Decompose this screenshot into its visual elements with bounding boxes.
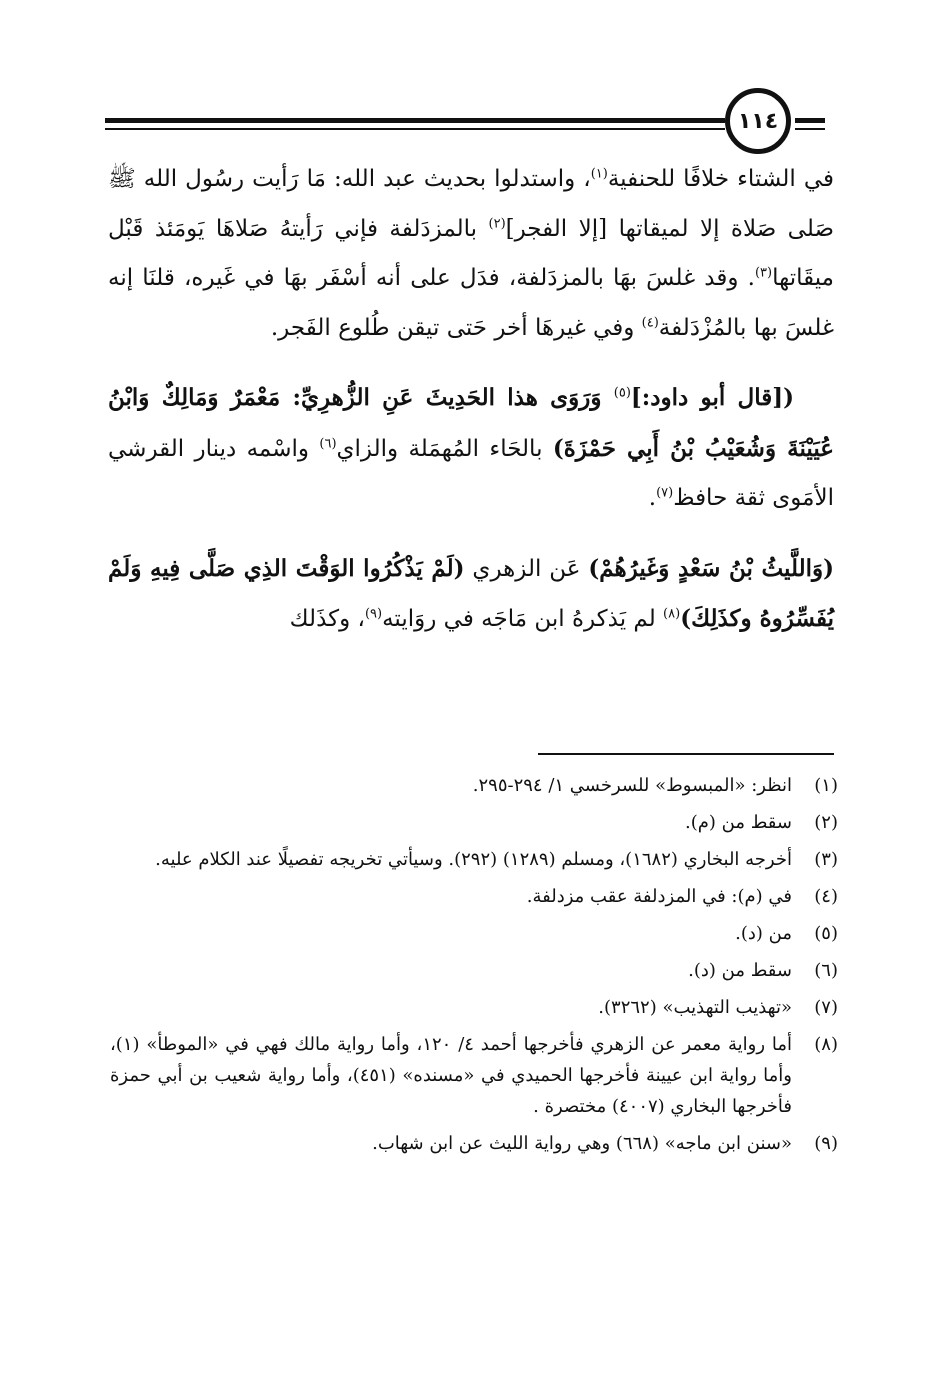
text-run: ([قال أبو داود:] (630, 384, 794, 411)
footnotes (110, 770, 838, 1165)
footnote-ref[interactable]: (٣) (754, 265, 773, 281)
hadith-text: وَرَوَى هذا الحَدِيثَ عَنِ الزُّهرِيِّ: مَعْمَرٌ وَمَالِكٌ وَابْنُ عُيَيْنَةَ وَشُعَيْبُ بْنُ أَبِي حَمْزَةَ) (108, 384, 834, 462)
footnote-ref[interactable]: (٥) (613, 385, 631, 401)
header-rule-right (795, 118, 825, 123)
footnote-number: (٩) (814, 1133, 838, 1154)
footnote-ref[interactable]: (٦) (319, 435, 337, 451)
footnote-number: (٥) (814, 923, 838, 944)
footnote (110, 955, 838, 986)
header-rule-thin (105, 128, 725, 130)
header-rule-right-thin (795, 128, 825, 130)
footnote-number: (٢) (814, 812, 838, 833)
footnote (110, 1128, 838, 1159)
footnote-ref[interactable]: (٨) (663, 606, 681, 622)
text-run: بالمزدَلفة فإني رَأيتهُ صَلاهَا يَومَئذ قَبْل ميقَاتها (108, 215, 834, 291)
text-run: وفي غيرهَا أخر حَتى تيقن طُلوع الفَجر. (270, 314, 642, 341)
footnote-text: من (د). (735, 923, 792, 944)
footnote (110, 1029, 838, 1122)
text-run: لم يَذكرهُ ابن مَاجَه في روَايته (382, 606, 664, 632)
footnote (110, 770, 838, 801)
footnote-ref[interactable]: (٢) (488, 215, 506, 231)
footnote (110, 844, 838, 875)
footnote-number: (٧) (814, 997, 838, 1018)
footnote-ref[interactable]: (٧) (656, 485, 674, 501)
header-rule (105, 118, 725, 123)
footnote-text: انظر: «المبسوط» للسرخسي ١/ ٢٩٤-٢٩٥. (472, 775, 792, 796)
footnote (110, 918, 838, 949)
text-run: في الشتاء خلافًا للحنفية (607, 166, 834, 192)
footnote-number: (٣) (814, 849, 838, 870)
text-run: . (648, 485, 657, 511)
footnote-text: «سنن ابن ماجه» (٦٦٨) وهي رواية الليث عن ابن شهاب. (372, 1133, 792, 1154)
footnote-text: أما رواية معمر عن الزهري فأخرجها أحمد ٤/ ١٢٠، وأما رواية مالك فهي في «الموطأ» (١)، وأما رواية ابن عيينة فأخرجها الحميدي في «مسنده» (٤٥١)، وأما رواية شعيب بن أبي حمزة فأخرجها البخاري (٤٠٠٧) مختصرة . (110, 1034, 792, 1117)
text-run: بالحَاء المُهمَلة والزاي (336, 435, 553, 462)
footnote-text: في (م): في المزدلفة عقب مزدلفة. (526, 886, 792, 907)
paragraph-1 (108, 155, 834, 353)
footnote (110, 992, 838, 1023)
footnote-number: (٦) (814, 960, 838, 981)
footnote-text: أخرجه البخاري (١٦٨٢)، ومسلم (١٢٨٩) (٢٩٢). وسيأتي تخريجه تفصيلًا عند الكلام عليه. (155, 849, 792, 870)
footnote-separator (538, 753, 834, 755)
text-run: . وقد غلسَ بهَا بالمزدَلفة، فدَل على أنه أسْفَر بهَا في غَيره، قلنَا إنه غلسَ بها بالمُزْدَلفة (108, 265, 834, 341)
footnote-text: سقط من (م). (685, 812, 792, 833)
paragraph-3 (108, 544, 834, 645)
footnote-text: سقط من (د). (688, 960, 792, 981)
text-run: واسْمه دينار القرشي الأمَوى ثقة حافظ (108, 435, 834, 511)
main-text (108, 155, 834, 665)
text-run: ، واستدلوا بحديث عبد الله: مَا رَأيت رسُول الله ﷺ صَلى صَلاة إلا لميقاتها [إلا الفجر] (108, 166, 834, 242)
text-run: عَن الزهري (464, 555, 589, 582)
page-header (105, 88, 825, 156)
footnote-ref[interactable]: (١) (590, 166, 608, 182)
text-run: ، وكذَلك (289, 606, 365, 632)
hadith-text: (لَمْ يَذْكُرُوا الوَقْتَ الذِي صَلَّى فِيهِ وَلَمْ يُفَسِّرُوهُ وكذَلِكَ) (108, 554, 834, 632)
footnote (110, 807, 838, 838)
footnote-ref[interactable]: (٩) (364, 606, 383, 622)
footnote-text: «تهذيب التهذيب» (٣٢٦٢). (598, 997, 792, 1018)
page-number: ١١٤ (725, 88, 791, 154)
footnote-ref[interactable]: (٤) (641, 314, 659, 330)
footnote (110, 881, 838, 912)
paragraph-2 (108, 373, 834, 524)
footnote-number: (١) (814, 775, 838, 796)
hadith-text: (وَاللَّيثُ بْنُ سَعْدٍ وَغَيرُهُمْ) (588, 554, 834, 582)
footnote-number: (٤) (814, 886, 838, 907)
footnote-number: (٨) (814, 1034, 838, 1055)
